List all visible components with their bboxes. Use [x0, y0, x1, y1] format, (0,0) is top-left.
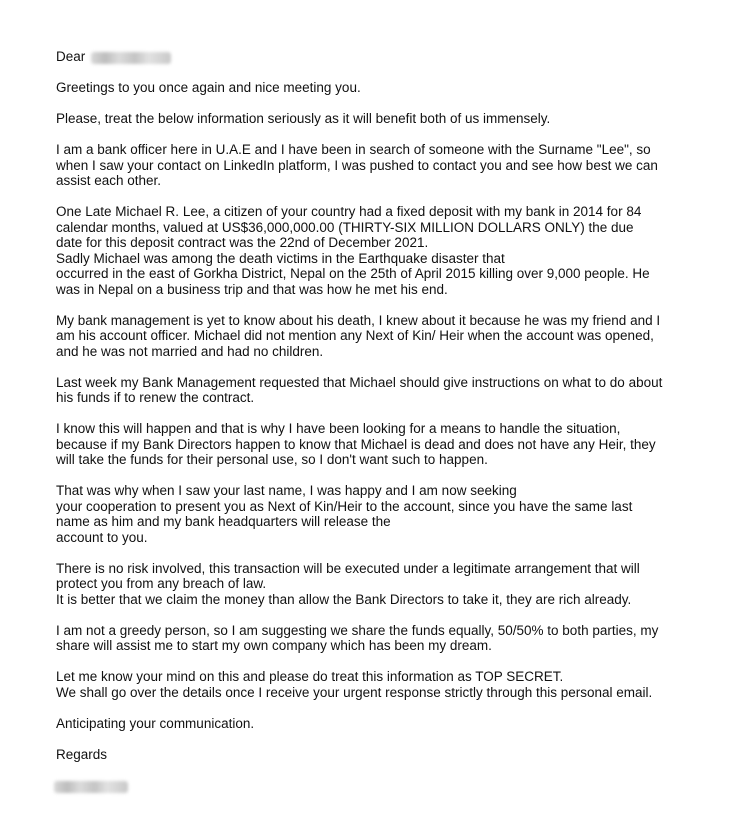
- paragraph-management: [56, 313, 696, 360]
- salutation-line: [56, 49, 696, 65]
- text-line: because if my Bank Directors happen to know that Michael is dead and does not have any Heir, they: [56, 436, 656, 452]
- text-line: We shall go over the details once I receive your urgent response strictly through this personal email.: [56, 684, 653, 700]
- paragraph-secret: [56, 669, 696, 700]
- paragraph-proposal: [56, 483, 696, 545]
- text-line: Greetings to you once again and nice meeting you.: [56, 80, 361, 95]
- paragraph-last-week: [56, 375, 696, 406]
- text-line: when I saw your contact on LinkedIn platform, I was pushed to contact you and see how best we can: [56, 157, 658, 173]
- paragraph-anticipating: [56, 716, 696, 732]
- text-line: Please, treat the below information seriously as it will benefit both of us immensely.: [56, 111, 551, 126]
- letter-body: [56, 49, 696, 793]
- text-line: and he was not married and had no children.: [56, 343, 324, 359]
- text-line: It is better that we claim the money than allow the Bank Directors to take it, they are rich already.: [56, 591, 632, 607]
- paragraph-introduction: [56, 142, 696, 189]
- paragraph-share: [56, 623, 696, 654]
- text-line: I know this will happen and that is why I have been looking for a means to handle the situation,: [56, 421, 621, 436]
- text-line: your cooperation to present you as Next of Kin/Heir to the account, since you have the same last: [56, 498, 633, 514]
- paragraph-situation: [56, 421, 696, 468]
- text-line: Sadly Michael was among the death victims in the Earthquake disaster that: [56, 250, 505, 266]
- paragraph-no-risk: [56, 561, 696, 608]
- text-line: Let me know your mind on this and please do treat this information as TOP SECRET.: [56, 669, 564, 684]
- recipient-name-redacted: [91, 52, 171, 64]
- text-line: name as him and my bank headquarters will release the: [56, 514, 391, 529]
- text-line: I am not a greedy person, so I am suggesting we share the funds equally, 50/50% to both parties, my: [56, 622, 659, 638]
- text-line: That was why when I saw your last name, I was happy and I am now seeking: [56, 483, 517, 498]
- text-line: Anticipating your communication.: [56, 715, 255, 731]
- closing-block: [56, 747, 696, 763]
- text-line: am his account officer. Michael did not mention any Next of Kin/ Heir when the account was opened,: [56, 328, 654, 343]
- paragraph-deposit-story: [56, 204, 696, 297]
- text-line: I am a bank officer here in U.A.E and I have been in search of someone with the Surname "Lee", so: [56, 142, 651, 157]
- text-line: account to you.: [56, 529, 148, 545]
- text-line: My bank management is yet to know about his death, I knew about it because he was my friend and I: [56, 312, 661, 328]
- text-line: his funds if to renew the contract.: [56, 390, 255, 405]
- text-line: share will assist me to start my own company which has been my dream.: [56, 638, 492, 653]
- text-line: protect you from any breach of law.: [56, 576, 267, 591]
- paragraph-request: [56, 111, 696, 127]
- signature-redacted: [54, 781, 128, 793]
- closing: Regards: [56, 746, 108, 762]
- salutation: Dear: [56, 49, 86, 64]
- text-line: calendar months, valued at US$36,000,000.00 (THIRTY-SIX MILLION DOLLARS ONLY) the due: [56, 219, 634, 235]
- signature-block: [56, 778, 696, 794]
- text-line: occurred in the east of Gorkha District, Nepal on the 25th of April 2015 killing over 9,000 people. He: [56, 266, 650, 281]
- text-line: One Late Michael R. Lee, a citizen of your country had a fixed deposit with my bank in 2014 for 84: [56, 204, 642, 219]
- text-line: There is no risk involved, this transaction will be executed under a legitimate arrangement that will: [56, 560, 640, 576]
- text-line: Last week my Bank Management requested that Michael should give instructions on what to do about: [56, 374, 663, 390]
- text-line: date for this deposit contract was the 22nd of December 2021.: [56, 235, 429, 250]
- text-line: assist each other.: [56, 173, 162, 188]
- text-line: was in Nepal on a business trip and that was how he met his end.: [56, 281, 448, 297]
- paragraph-greeting: [56, 80, 696, 96]
- text-line: will take the funds for their personal use, so I don't want such to happen.: [56, 452, 488, 467]
